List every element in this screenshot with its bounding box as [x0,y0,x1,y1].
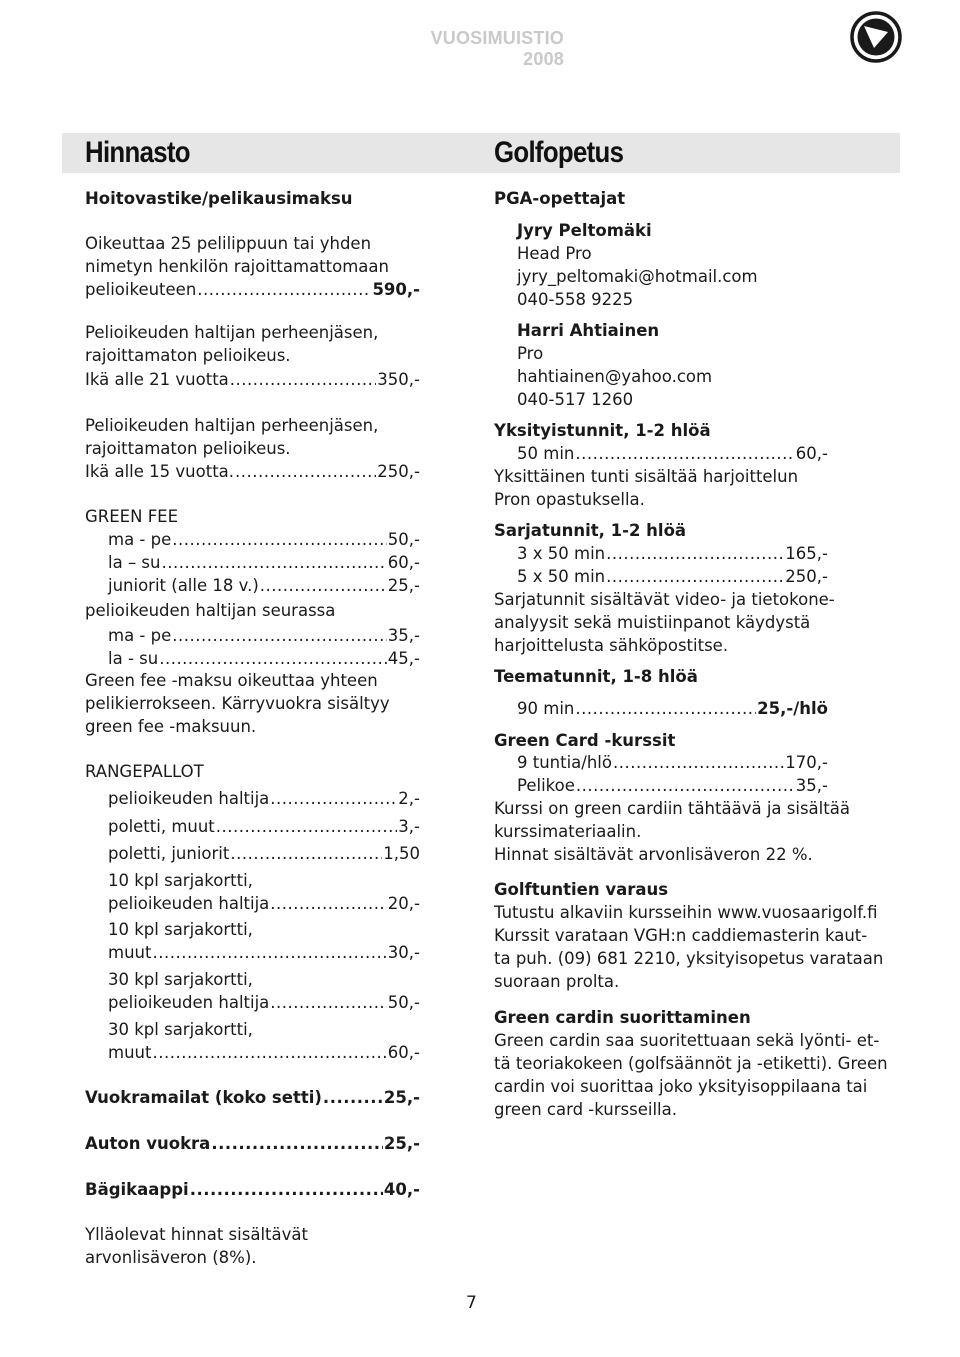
price-label: juniorit (alle 18 v.) [108,576,259,595]
price-value: 2,- [398,789,420,808]
green-card-suoritus-heading: Green cardin suorittaminen [494,1008,751,1027]
teacher-role: Pro [517,344,544,363]
price-label: 50 min [517,444,575,463]
pga-heading: PGA-opettajat [494,189,626,208]
price-row [85,369,420,391]
price-label: poletti, juniorit [108,844,230,863]
price-value: 30,- [387,943,420,962]
price-row [108,625,420,647]
vat-note: arvonlisäveron (8%). [85,1248,257,1267]
teematunnit-heading: Teematunnit, 1-8 hlöä [494,667,698,686]
sarjatunnit-heading: Sarjatunnit, 1-2 hlöä [494,521,687,540]
price-row [108,893,420,915]
green-fee-note: pelikierrokseen. Kärryvuokra sisältyy [85,694,390,713]
range-desc-line: 30 kpl sarjakortti, [108,970,253,989]
price-row [517,566,828,588]
price-row [108,816,420,838]
price-label: Bägikaappi [85,1180,189,1199]
price-value: 25,-/hlö [757,699,828,718]
yksityistunnit-desc: Pron opastuksella. [494,490,645,509]
range-desc-line: 10 kpl sarjakortti, [108,920,253,939]
price-row [108,788,420,810]
price-label: 9 tuntia/hlö [517,753,612,772]
price-row [85,461,420,483]
price-label: pelioikeuden haltija [108,789,270,808]
green-fee-heading: GREEN FEE [85,507,179,526]
vat-note: Ylläolevat hinnat sisältävät [85,1225,308,1244]
price-row [517,543,828,565]
price-value: 25,- [387,576,420,595]
varaus-desc: suoraan prolta. [494,972,620,991]
price-desc-line: nimetyn henkilön rajoittamattomaan [85,257,389,276]
teacher-role: Head Pro [517,244,592,263]
price-value: 35,- [387,626,420,645]
price-value: 170,- [785,753,828,772]
price-value: 45,- [387,649,420,668]
price-desc-line: rajoittamaton pelioikeus. [85,346,291,365]
price-value: 25,- [383,1088,420,1107]
price-value: 250,- [785,567,828,586]
teacher-name: Jyry Peltomäki [517,221,652,240]
price-desc-line: Pelioikeuden haltijan perheenjäsen, [85,323,379,342]
price-value: 165,- [785,544,828,563]
suoritus-desc: cardin voi suorittaa joko yksityisoppilaana tai [494,1077,868,1096]
document-header-title: VUOSIMUISTIO 2008 [430,28,564,69]
price-label: Auton vuokra [85,1134,211,1153]
price-row [108,529,420,551]
golfopetus-title: Golfopetus [494,136,624,169]
price-label: pelioikeuteen [85,280,197,299]
green-fee-note: green fee -maksuun. [85,717,257,736]
price-value: 250,- [377,462,420,481]
price-label: Vuokramailat (koko setti) [85,1088,322,1107]
price-label: Pelikoe [517,776,575,795]
price-row [85,1133,420,1155]
price-value: 60,- [387,553,420,572]
price-value: 1,50 [383,844,420,863]
varaus-desc: Tutustu alkaviin kursseihin www.vuosaarigolf.fi [494,903,878,922]
price-row [517,698,828,720]
teacher-email: jyry_peltomaki@hotmail.com [517,267,758,286]
price-desc-line: rajoittamaton pelioikeus. [85,439,291,458]
rangepallot-heading: RANGEPALLOT [85,762,204,781]
price-value: 25,- [383,1134,420,1153]
suoritus-desc: tä teoriakokeen (golfsäännöt ja -etiketti). Green [494,1054,888,1073]
price-label: muut [108,1043,152,1062]
price-label: muut [108,943,152,962]
range-desc-line: 30 kpl sarjakortti, [108,1020,253,1039]
price-row [108,843,420,865]
price-label: poletti, muut [108,817,215,836]
price-desc-line: Oikeuttaa 25 pelilippuun tai yhden [85,234,372,253]
price-value: 40,- [383,1180,420,1199]
price-label: 90 min [517,699,575,718]
price-label: ma - pe [108,626,172,645]
price-label: pelioikeuden haltija [108,993,270,1012]
sarjatunnit-desc: harjoittelusta sähköpostitse. [494,636,729,655]
price-row [85,1179,420,1201]
price-label: 3 x 50 min [517,544,606,563]
price-value: 50,- [387,530,420,549]
range-desc-line: 10 kpl sarjakortti, [108,871,253,890]
price-row [517,443,828,465]
price-label: pelioikeuden haltija [108,894,270,913]
price-row [85,1087,420,1109]
price-label: la – su [108,553,161,572]
price-value: 50,- [387,993,420,1012]
price-row [108,552,420,574]
price-label: 5 x 50 min [517,567,606,586]
varaus-desc: Kurssit varataan VGH:n caddiemasterin kaut- [494,926,868,945]
golf-flag-icon [850,11,902,63]
hinnasto-title: Hinnasto [85,136,190,169]
teacher-name: Harri Ahtiainen [517,321,660,340]
price-label: ma - pe [108,530,172,549]
price-desc-line: Pelioikeuden haltijan perheenjäsen, [85,416,379,435]
price-label: la - su [108,649,159,668]
price-row [517,752,828,774]
price-value: 20,- [387,894,420,913]
price-row [108,648,420,670]
price-value: 60,- [795,444,828,463]
green-card-heading: Green Card -kurssit [494,731,676,750]
price-value: 60,- [387,1043,420,1062]
price-value: 590,- [372,280,420,299]
page-number: 7 [466,1293,477,1313]
sarjatunnit-desc: Sarjatunnit sisältävät video- ja tietokone- [494,590,835,609]
price-label: Ikä alle 15 vuotta. [85,462,235,481]
teacher-phone: 040-517 1260 [517,390,634,409]
hoitovastike-heading: Hoitovastike/pelikausimaksu [85,189,353,208]
price-value: 350,- [377,370,420,389]
price-row [85,279,420,301]
teacher-phone: 040-558 9225 [517,290,634,309]
price-row [108,942,420,964]
green-fee-note: Green fee -maksu oikeuttaa yhteen [85,671,378,690]
varaus-desc: ta puh. (09) 681 2210, yksityisopetus varataan [494,949,884,968]
sarjatunnit-desc: analyysit sekä muistiinpanot käydystä [494,613,811,632]
price-row [108,1042,420,1064]
green-card-desc: Kurssi on green cardiin tähtäävä ja sisältää [494,799,850,818]
price-value: 35,- [795,776,828,795]
green-fee-subheading: pelioikeuden haltijan seurassa [85,601,336,620]
price-row [517,775,828,797]
teacher-email: hahtiainen@yahoo.com [517,367,713,386]
yksityistunnit-desc: Yksittäinen tunti sisältää harjoittelun [494,467,799,486]
suoritus-desc: green card -kursseilla. [494,1100,677,1119]
green-card-desc: Hinnat sisältävät arvonlisäveron 22 %. [494,845,813,864]
green-card-desc: kurssimateriaalin. [494,822,642,841]
price-value: 3,- [398,817,420,836]
price-label: Ikä alle 21 vuotta [85,370,229,389]
price-row [108,575,420,597]
golftuntien-varaus-heading: Golftuntien varaus [494,880,669,899]
yksityistunnit-heading: Yksityistunnit, 1-2 hlöä [494,421,711,440]
price-row [108,992,420,1014]
suoritus-desc: Green cardin saa suoritettuaan sekä lyönti- et- [494,1031,880,1050]
